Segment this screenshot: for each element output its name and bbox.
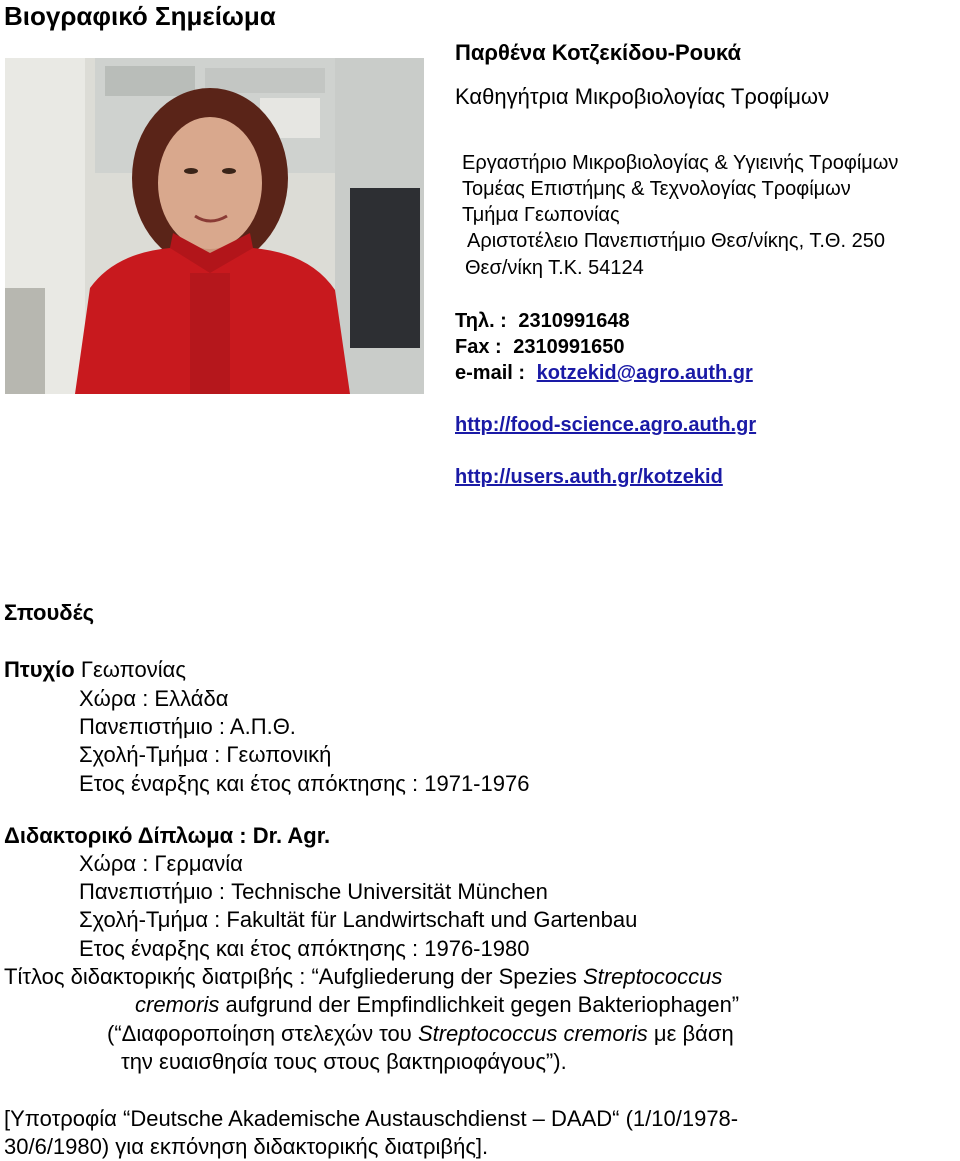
doctorate-country: Χώρα : Γερμανία <box>79 851 243 876</box>
thesis-translation-line1 <box>107 1023 734 1045</box>
phone-label: Τηλ. : <box>455 310 507 332</box>
thesis-title-line2 <box>135 994 739 1016</box>
degree-field: Γεωπονίας <box>74 657 186 682</box>
affiliation-lab: Εργαστήριο Μικροβιολογίας & Υγιεινής Τροφίμων <box>462 152 899 174</box>
degree-school: Σχολή-Τμήμα : Γεωπονική <box>79 742 332 767</box>
doctorate-school: Σχολή-Τμήμα : Fakultät für Landwirtschaft und Gartenbau <box>79 907 638 932</box>
affiliation-city: Θεσ/νίκη Τ.Κ. 54124 <box>465 257 644 279</box>
doctorate-label: Διδακτορικό Δίπλωμα : Dr. Agr. <box>4 823 331 848</box>
doctorate-university: Πανεπιστήμιο : Technische Universität München <box>79 879 548 904</box>
translation-start: (“Διαφοροποίηση στελεχών του <box>107 1021 418 1046</box>
email-label: e-mail : <box>455 362 526 384</box>
email-row <box>455 363 753 383</box>
translation-end: με βάση <box>647 1021 734 1046</box>
phone-row <box>455 311 630 331</box>
degree-country: Χώρα : Ελλάδα <box>79 686 229 711</box>
affiliation-department: Τμήμα Γεωπονίας <box>462 204 620 226</box>
website-food-science-link[interactable]: http://food-science.agro.auth.gr <box>455 414 757 436</box>
degree-label: Πτυχίο <box>4 657 75 682</box>
portrait-photo <box>5 58 424 394</box>
email-link[interactable]: kotzekid@agro.auth.gr <box>536 362 753 384</box>
person-name: Παρθένα Κοτζεκίδου-Ρουκά <box>455 40 741 65</box>
scholarship-line1: [Υποτροφία “Deutsche Akademische Austauschdienst – DAAD“ (1/10/1978- <box>4 1106 739 1131</box>
thesis-species-name: cremoris <box>135 992 220 1017</box>
degree-heading <box>4 659 186 681</box>
thesis-title-line1 <box>4 966 722 988</box>
doctorate-years: Ετος έναρξης και έτος απόκτησης : 1976-1980 <box>79 936 530 961</box>
studies-heading: Σπουδές <box>4 600 95 625</box>
thesis-translation-line2: την ευαισθησία τους στους βακτηριοφάγους”). <box>121 1049 567 1074</box>
affiliation-university: Αριστοτέλειο Πανεπιστήμιο Θεσ/νίκης, Τ.Θ. 250 <box>467 230 885 252</box>
website2-row <box>455 467 723 487</box>
fax-row <box>455 337 624 357</box>
affiliation-sector: Τομέας Επιστήμης & Τεχνολογίας Τροφίμων <box>462 178 851 200</box>
degree-university: Πανεπιστήμιο : Α.Π.Θ. <box>79 714 296 739</box>
fax-number: 2310991650 <box>513 336 625 358</box>
degree-years: Ετος έναρξης και έτος απόκτησης : 1971-1976 <box>79 771 530 796</box>
thesis-species-genus: Streptococcus <box>582 964 723 989</box>
person-position: Καθηγήτρια Μικροβιολογίας Τροφίμων <box>455 84 830 109</box>
website1-row <box>455 415 756 435</box>
website-personal-link[interactable]: http://users.auth.gr/kotzekid <box>455 466 723 488</box>
fax-label: Fax : <box>455 336 502 358</box>
thesis-title-label: Τίτλος διδακτορικής διατριβής : “Aufgliederung der Spezies <box>4 964 583 989</box>
thesis-title-rest: aufgrund der Empfindlichkeit gegen Bakteriophagen” <box>219 992 740 1017</box>
translation-species: Streptococcus cremoris <box>417 1021 648 1046</box>
phone-number: 2310991648 <box>518 310 630 332</box>
page-title: Βιογραφικό Σημείωμα <box>4 1 276 31</box>
scholarship-line2: 30/6/1980) για εκπόνηση διδακτορικής διατριβής]. <box>4 1134 489 1159</box>
